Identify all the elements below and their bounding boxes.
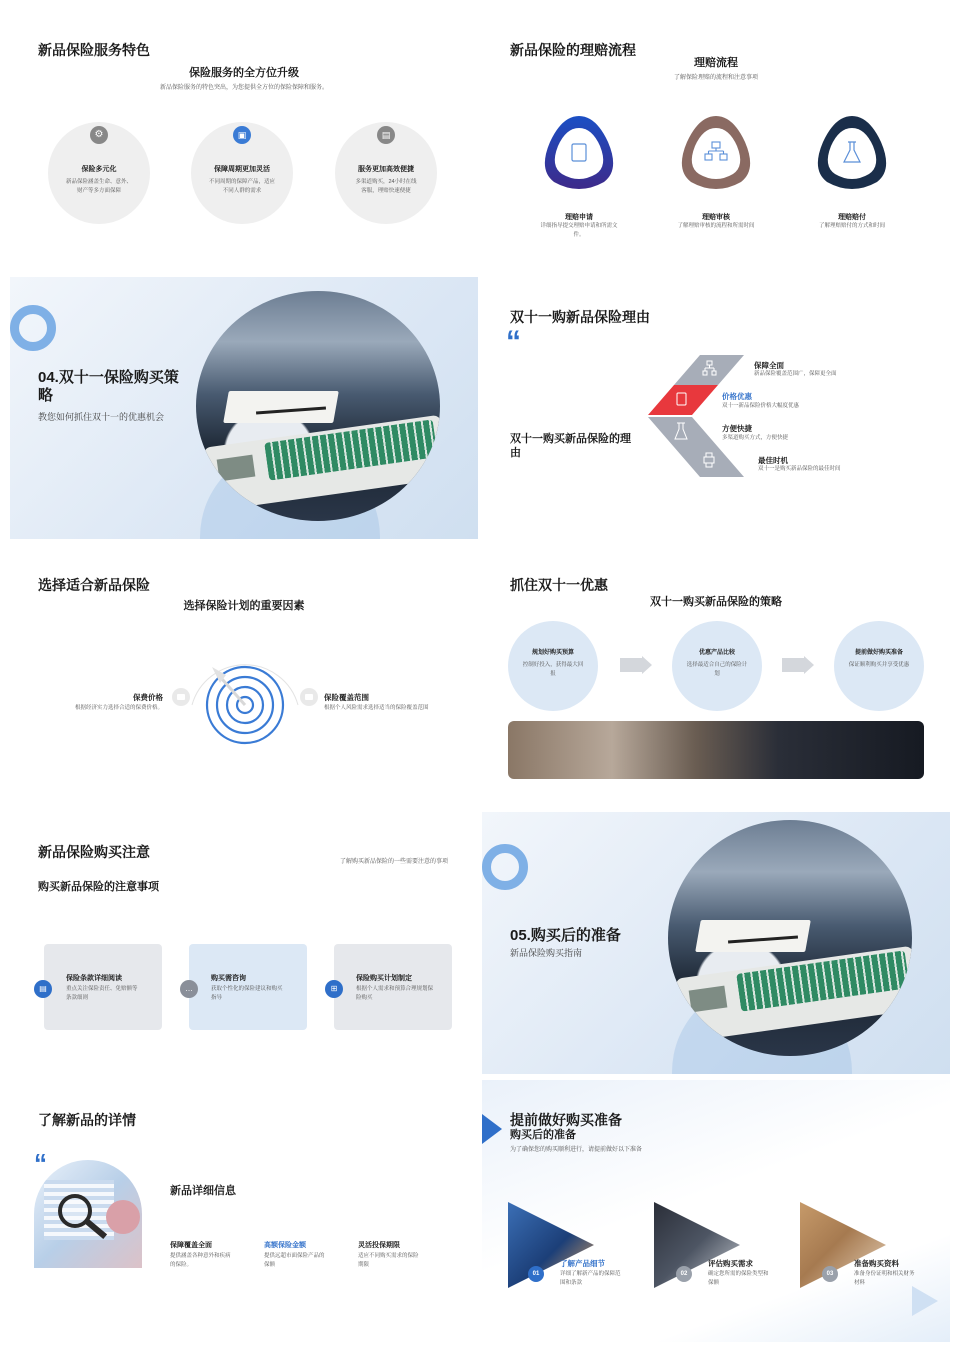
slide-title: 新品保险的理赔流程 (510, 42, 636, 58)
slide-service-features (10, 10, 478, 272)
strategy-title: 规划好购买预算 (531, 650, 574, 656)
section-subtitle: 新品保险购买指南 (510, 948, 583, 958)
feature-desc: 多渠道购买，24小时在线客服，理赔快速便捷 (355, 179, 417, 194)
reason-title: 方便快捷 (722, 424, 752, 433)
slide-subtitle: 理赔流程 (694, 57, 738, 69)
decorative-ring (482, 844, 528, 890)
slide-choose-insurance (10, 545, 478, 807)
slide-prepare-purchase (482, 1080, 950, 1342)
arrow-right-icon (782, 656, 814, 674)
feature-desc: 新品保险涵盖生命、意外、财产等多方面保障 (66, 179, 133, 194)
feature-title: 保障周期更加灵活 (214, 166, 270, 173)
claim-step-badge (675, 112, 757, 194)
slide-section-05 (482, 812, 950, 1074)
detail-desc: 提供远超市面保险产品的保额 (264, 1253, 325, 1268)
notice-title: 保险条款详细阅读 (66, 975, 122, 982)
factor-desc: 根据个人风险需求选择适当的保险覆盖范围 (324, 705, 429, 711)
slide-claim-process (482, 10, 950, 272)
reason-title: 保障全面 (754, 361, 784, 370)
step-title: 评估购买需求 (708, 1259, 753, 1268)
claim-step-title: 理赔赔付 (838, 214, 866, 221)
claim-step-badge (538, 112, 620, 194)
detail-heading: 新品详细信息 (170, 1185, 236, 1197)
strategy-step (672, 621, 762, 711)
slide-subtitle: 保险服务的全方位升级 (189, 67, 299, 79)
feature-title: 保险多元化 (81, 166, 117, 173)
slide-purchase-notes (10, 812, 478, 1074)
slide-subtitle: 双十一购买新品保险的策略 (650, 596, 782, 608)
reason-desc: 双十一是购买新品保险的最佳时间 (758, 466, 841, 472)
slide-title: 选择适合新品保险 (38, 577, 150, 593)
strategy-desc: 控制好投入，获得最大回报 (522, 662, 584, 677)
slide-description: 新品保险服务的特色突出，为您提供全方位的保险保障和服务。 (159, 85, 328, 91)
notice-desc: 获取个性化的保险建议和购买指导 (211, 986, 283, 1001)
section-subtitle: 教您如何抓住双十一的优惠机会 (38, 412, 165, 422)
decorative-ring (10, 305, 56, 351)
claim-step-desc: 了解理赔赔付的方式和时间 (818, 223, 885, 229)
hero-photo (196, 291, 440, 521)
step-desc: 详细了解新产品的保障范围和条款 (560, 1271, 621, 1286)
play-icon (482, 1114, 502, 1144)
detail-title: 高额保险金额 (264, 1242, 306, 1249)
reason-title: 最佳时机 (758, 456, 788, 465)
banner-photo (508, 721, 924, 779)
hero-photo (668, 820, 912, 1056)
product-photo (34, 1160, 142, 1268)
feature-card (48, 122, 150, 224)
step-desc: 准备身份证明和相关财务材料 (854, 1271, 915, 1286)
section-title: 04.双十一保险购买策略 (38, 369, 179, 404)
detail-desc: 提供涵盖各种意外和疾病的保险。 (170, 1253, 231, 1268)
reason-lead-text: 双十一购买新品保险的理由 (510, 433, 631, 460)
slide-seize-offer (482, 545, 950, 807)
factor-title: 保费价格 (133, 693, 163, 702)
claim-step-desc: 了解理赔审核的流程和所需时间 (677, 223, 755, 229)
strategy-title: 提前做好购买准备 (854, 650, 903, 656)
detail-title: 保障覆盖全面 (170, 1242, 212, 1249)
quote-icon: “ (34, 1148, 47, 1178)
claim-step-badge (811, 112, 893, 194)
step-number: 02 (676, 1266, 692, 1282)
play-icon (912, 1286, 938, 1316)
slide-title: 双十一购新品保险理由 (510, 309, 650, 325)
notice-title: 保险购买计划制定 (356, 975, 412, 982)
slide-title: 了解新品的详情 (38, 1112, 136, 1128)
slide-section-04 (10, 277, 478, 539)
claim-step-title: 理赔申请 (565, 214, 593, 221)
slide-subtitle: 购买后的准备 (510, 1129, 576, 1141)
sitemap-icon: ⊞ (325, 980, 343, 998)
strategy-desc: 保证顺利购买并享受优惠 (848, 662, 910, 668)
notice-card (334, 944, 452, 1030)
claim-step-desc: 详细指导提交理赔申请和所需文件。 (540, 223, 618, 238)
slide-product-details (10, 1080, 478, 1342)
step-desc: 确定您所需的保险类型和保额 (708, 1271, 769, 1286)
detail-desc: 适应不同购买需求的保险期限 (358, 1253, 419, 1268)
strategy-step (834, 621, 924, 711)
slide-note: 了解购买新品保险的一些需要注意的事项 (339, 859, 448, 865)
slide-title: 新品保险服务特色 (38, 42, 150, 58)
quote-icon: “ (506, 325, 521, 358)
slide-title: 抓住双十一优惠 (510, 577, 608, 593)
slide-title: 提前做好购买准备 (510, 1112, 622, 1128)
step-number: 01 (528, 1266, 544, 1282)
strategy-desc: 选择最适合自己的保险计划 (686, 662, 748, 677)
slide-description: 为了确保您的购买顺利进行，请提前做好以下准备 (510, 1147, 643, 1153)
image-icon: ▣ (233, 126, 251, 144)
chat-icon: … (180, 980, 198, 998)
notice-card (44, 944, 162, 1030)
strategy-step (508, 621, 598, 711)
claim-step-title: 理赔审核 (702, 214, 730, 221)
slide-title: 新品保险购买注意 (38, 844, 150, 860)
slide-subtitle: 选择保险计划的重要因素 (183, 600, 305, 612)
strategy-title: 优惠产品比较 (698, 650, 735, 656)
reason-desc: 新品保险覆盖范围广，保障更全面 (754, 371, 837, 377)
reason-title: 价格优惠 (722, 392, 752, 401)
detail-title: 灵活投保期限 (358, 1242, 400, 1249)
notice-title: 购买需咨询 (211, 975, 246, 982)
step-number: 03 (822, 1266, 838, 1282)
slide-subtitle: 购买新品保险的注意事项 (38, 881, 159, 893)
feature-desc: 不同周期的保障产品，适应不同人群的需求 (209, 179, 276, 194)
feature-card (191, 122, 293, 224)
slide-description: 了解保险理赔的流程和注意事项 (673, 75, 758, 81)
notice-desc: 重点关注保险责任、免赔额等条款细则 (66, 986, 138, 1001)
feature-card (335, 122, 437, 224)
reason-desc: 多渠道购买方式，方便快捷 (722, 435, 789, 441)
notice-desc: 根据个人需求和预算合理规划保险购买 (356, 986, 434, 1001)
reason-chevron (648, 351, 746, 481)
step-title: 了解产品细节 (560, 1259, 605, 1268)
factor-title: 保险覆盖范围 (324, 693, 369, 702)
briefcase-icon: ▤ (377, 126, 395, 144)
reason-desc: 双十一新品保险价格大幅度优惠 (722, 403, 800, 409)
gear-icon: ⚙ (90, 126, 108, 144)
feature-title: 服务更加高效便捷 (358, 166, 414, 173)
factor-desc: 根据经济实力选择合适的保费价格。 (74, 705, 163, 711)
document-icon: ▤ (34, 980, 52, 998)
notice-card (189, 944, 307, 1030)
step-title: 准备购买资料 (854, 1259, 899, 1268)
section-title: 05.购买后的准备 (510, 927, 621, 944)
target-diagram (170, 625, 320, 755)
slide-reasons (482, 277, 950, 539)
arrow-right-icon (620, 656, 652, 674)
